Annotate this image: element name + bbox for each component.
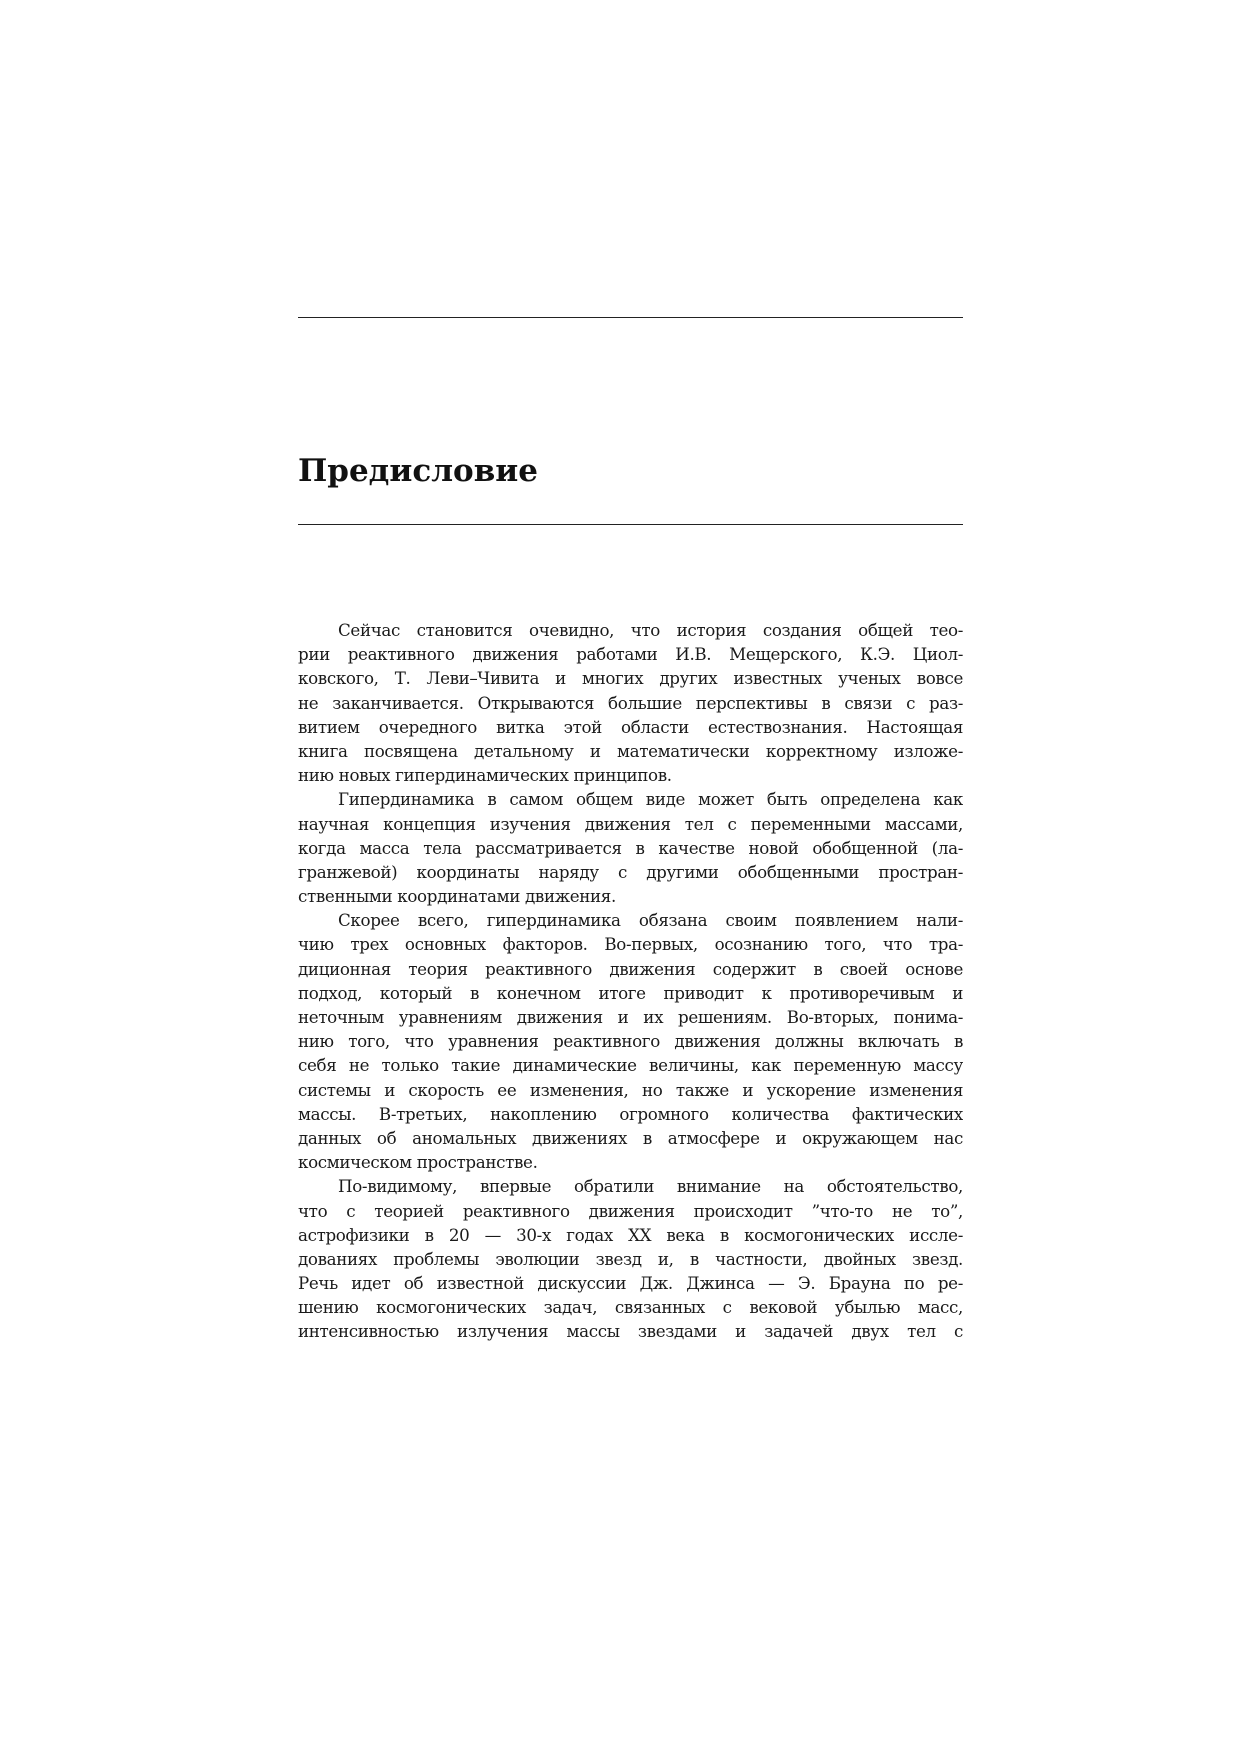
text-line: дованиях проблемы эволюции звезд и, в частности, двойных звезд.: [298, 1248, 963, 1269]
text-line: ковского, Т. Леви–Чивита и многих других известных ученых вовсе: [298, 668, 963, 689]
text-line: интенсивностью излучения массы звездами и задачей двух тел с: [298, 1321, 963, 1342]
text-line: когда масса тела рассматривается в качестве новой обобщенной (ла-: [298, 837, 963, 858]
text-line: книга посвящена детальному и математически корректному изложе-: [298, 740, 963, 761]
text-line: научная концепция изучения движения тел с переменными массами,: [298, 813, 963, 834]
text-line: шению космогонических задач, связанных с вековой убылью масс,: [298, 1297, 963, 1318]
text-line: ственными координатами движения.: [298, 886, 616, 907]
text-line: гранжевой) координаты наряду с другими обобщенными простран-: [298, 861, 963, 882]
paragraph: [298, 787, 963, 908]
text-line: что с теорией реактивного движения происходит ”что-то не то”,: [298, 1200, 963, 1221]
text-line: не заканчивается. Открываются большие перспективы в связи с раз-: [298, 692, 963, 713]
text-line: массы. В-третьих, накоплению огромного количества фактических: [298, 1103, 963, 1124]
text-line: чию трех основных факторов. Во-первых, осознанию того, что тра-: [298, 934, 963, 955]
paragraph: [298, 908, 963, 1174]
text-line: подход, который в конечном итоге приводит к противоречивым и: [298, 982, 963, 1003]
text-line: нию новых гипердинамических принципов.: [298, 765, 672, 786]
text-line: По-видимому, впервые обратили внимание на обстоятельство,: [338, 1176, 963, 1197]
text-line: системы и скорость ее изменения, но также и ускорение изменения: [298, 1079, 963, 1100]
text-line: Сейчас становится очевидно, что история создания общей тео-: [338, 620, 963, 640]
text-line: рии реактивного движения работами И.В. Мещерского, К.Э. Циол-: [298, 644, 963, 665]
paragraph: [298, 1174, 963, 1343]
text-line: нию того, что уравнения реактивного движения должны включать в: [298, 1031, 963, 1052]
paragraph: [298, 618, 963, 787]
text-line: астрофизики в 20 — 30-х годах XX века в космогонических иссле-: [298, 1224, 963, 1245]
title-underline-rule: [298, 524, 963, 525]
text-line: витием очередного витка этой области естествознания. Настоящая: [298, 716, 963, 737]
text-line: неточным уравнениям движения и их решениям. Во-вторых, понима-: [298, 1007, 963, 1027]
body-text: [298, 618, 963, 1344]
text-line: Скорее всего, гипердинамика обязана своим появлением нали-: [338, 910, 963, 931]
top-rule: [298, 317, 963, 318]
text-line: космическом пространстве.: [298, 1152, 538, 1173]
text-line: данных об аномальных движениях в атмосфере и окружающем нас: [298, 1127, 963, 1148]
text-line: диционная теория реактивного движения содержит в своей основе: [298, 958, 963, 979]
text-line: себя не только такие динамические величины, как переменную массу: [298, 1055, 963, 1076]
text-line: Гипердинамика в самом общем виде может быть определена как: [338, 789, 963, 810]
chapter-title: Предисловие: [298, 453, 538, 489]
text-line: Речь идет об известной дискуссии Дж. Джинса — Э. Брауна по ре-: [298, 1273, 963, 1294]
